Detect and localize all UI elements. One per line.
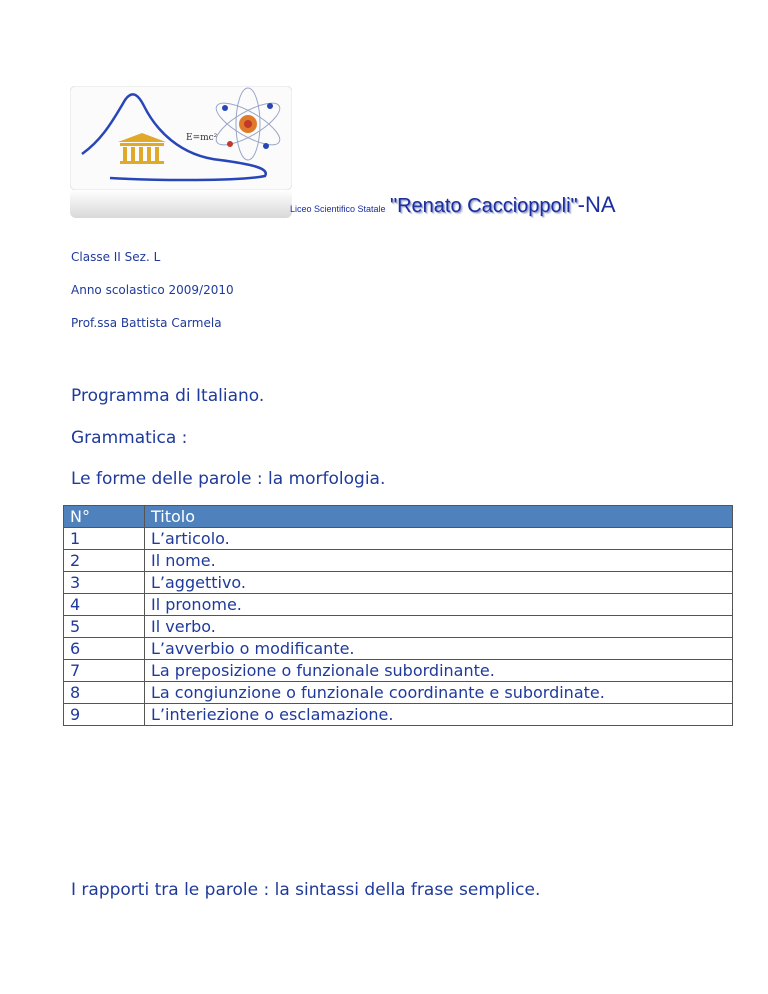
- row-number: 6: [64, 638, 145, 660]
- row-number: 3: [64, 572, 145, 594]
- row-number: 9: [64, 704, 145, 726]
- row-title: Il pronome.: [145, 594, 733, 616]
- table-row: [64, 616, 733, 638]
- school-prefix: Liceo Scientifico Statale: [290, 204, 386, 214]
- school-name-line: [290, 192, 616, 218]
- syntax-heading: I rapporti tra le parole : la sintassi della frase semplice.: [71, 880, 541, 900]
- column-header-title: Titolo: [145, 506, 733, 528]
- row-title: L’avverbio o modificante.: [145, 638, 733, 660]
- row-title: Il verbo.: [145, 616, 733, 638]
- row-number: 7: [64, 660, 145, 682]
- table-row: [64, 594, 733, 616]
- school-logo: [70, 86, 292, 218]
- row-title: Il nome.: [145, 550, 733, 572]
- table-header-row: [64, 506, 733, 528]
- table-row: [64, 550, 733, 572]
- table-row: [64, 682, 733, 704]
- row-title: L’interiezione o esclamazione.: [145, 704, 733, 726]
- grammar-heading: Grammatica :: [71, 428, 188, 448]
- row-number: 2: [64, 550, 145, 572]
- table-row: [64, 528, 733, 550]
- row-title: L’articolo.: [145, 528, 733, 550]
- table-row: [64, 660, 733, 682]
- row-number: 4: [64, 594, 145, 616]
- school-name: "Renato Caccioppoli": [390, 195, 578, 217]
- row-number: 8: [64, 682, 145, 704]
- logo-formula: E=mc²: [186, 133, 218, 143]
- school-suffix: -NA: [577, 192, 616, 217]
- row-title: L’aggettivo.: [145, 572, 733, 594]
- morphology-heading: Le forme delle parole : la morfologia.: [71, 469, 386, 489]
- teacher-name: Prof.ssa Battista Carmela: [71, 316, 222, 330]
- table-row: [64, 572, 733, 594]
- row-title: La congiunzione o funzionale coordinante e subordinate.: [145, 682, 733, 704]
- table-row: [64, 704, 733, 726]
- row-number: 5: [64, 616, 145, 638]
- program-title: Programma di Italiano.: [71, 386, 265, 406]
- row-number: 1: [64, 528, 145, 550]
- row-title: La preposizione o funzionale subordinante.: [145, 660, 733, 682]
- column-header-number: N°: [64, 506, 145, 528]
- class-info: Classe II Sez. L: [71, 250, 161, 264]
- table-row: [64, 638, 733, 660]
- school-year: Anno scolastico 2009/2010: [71, 283, 234, 297]
- morphology-table: [63, 505, 733, 726]
